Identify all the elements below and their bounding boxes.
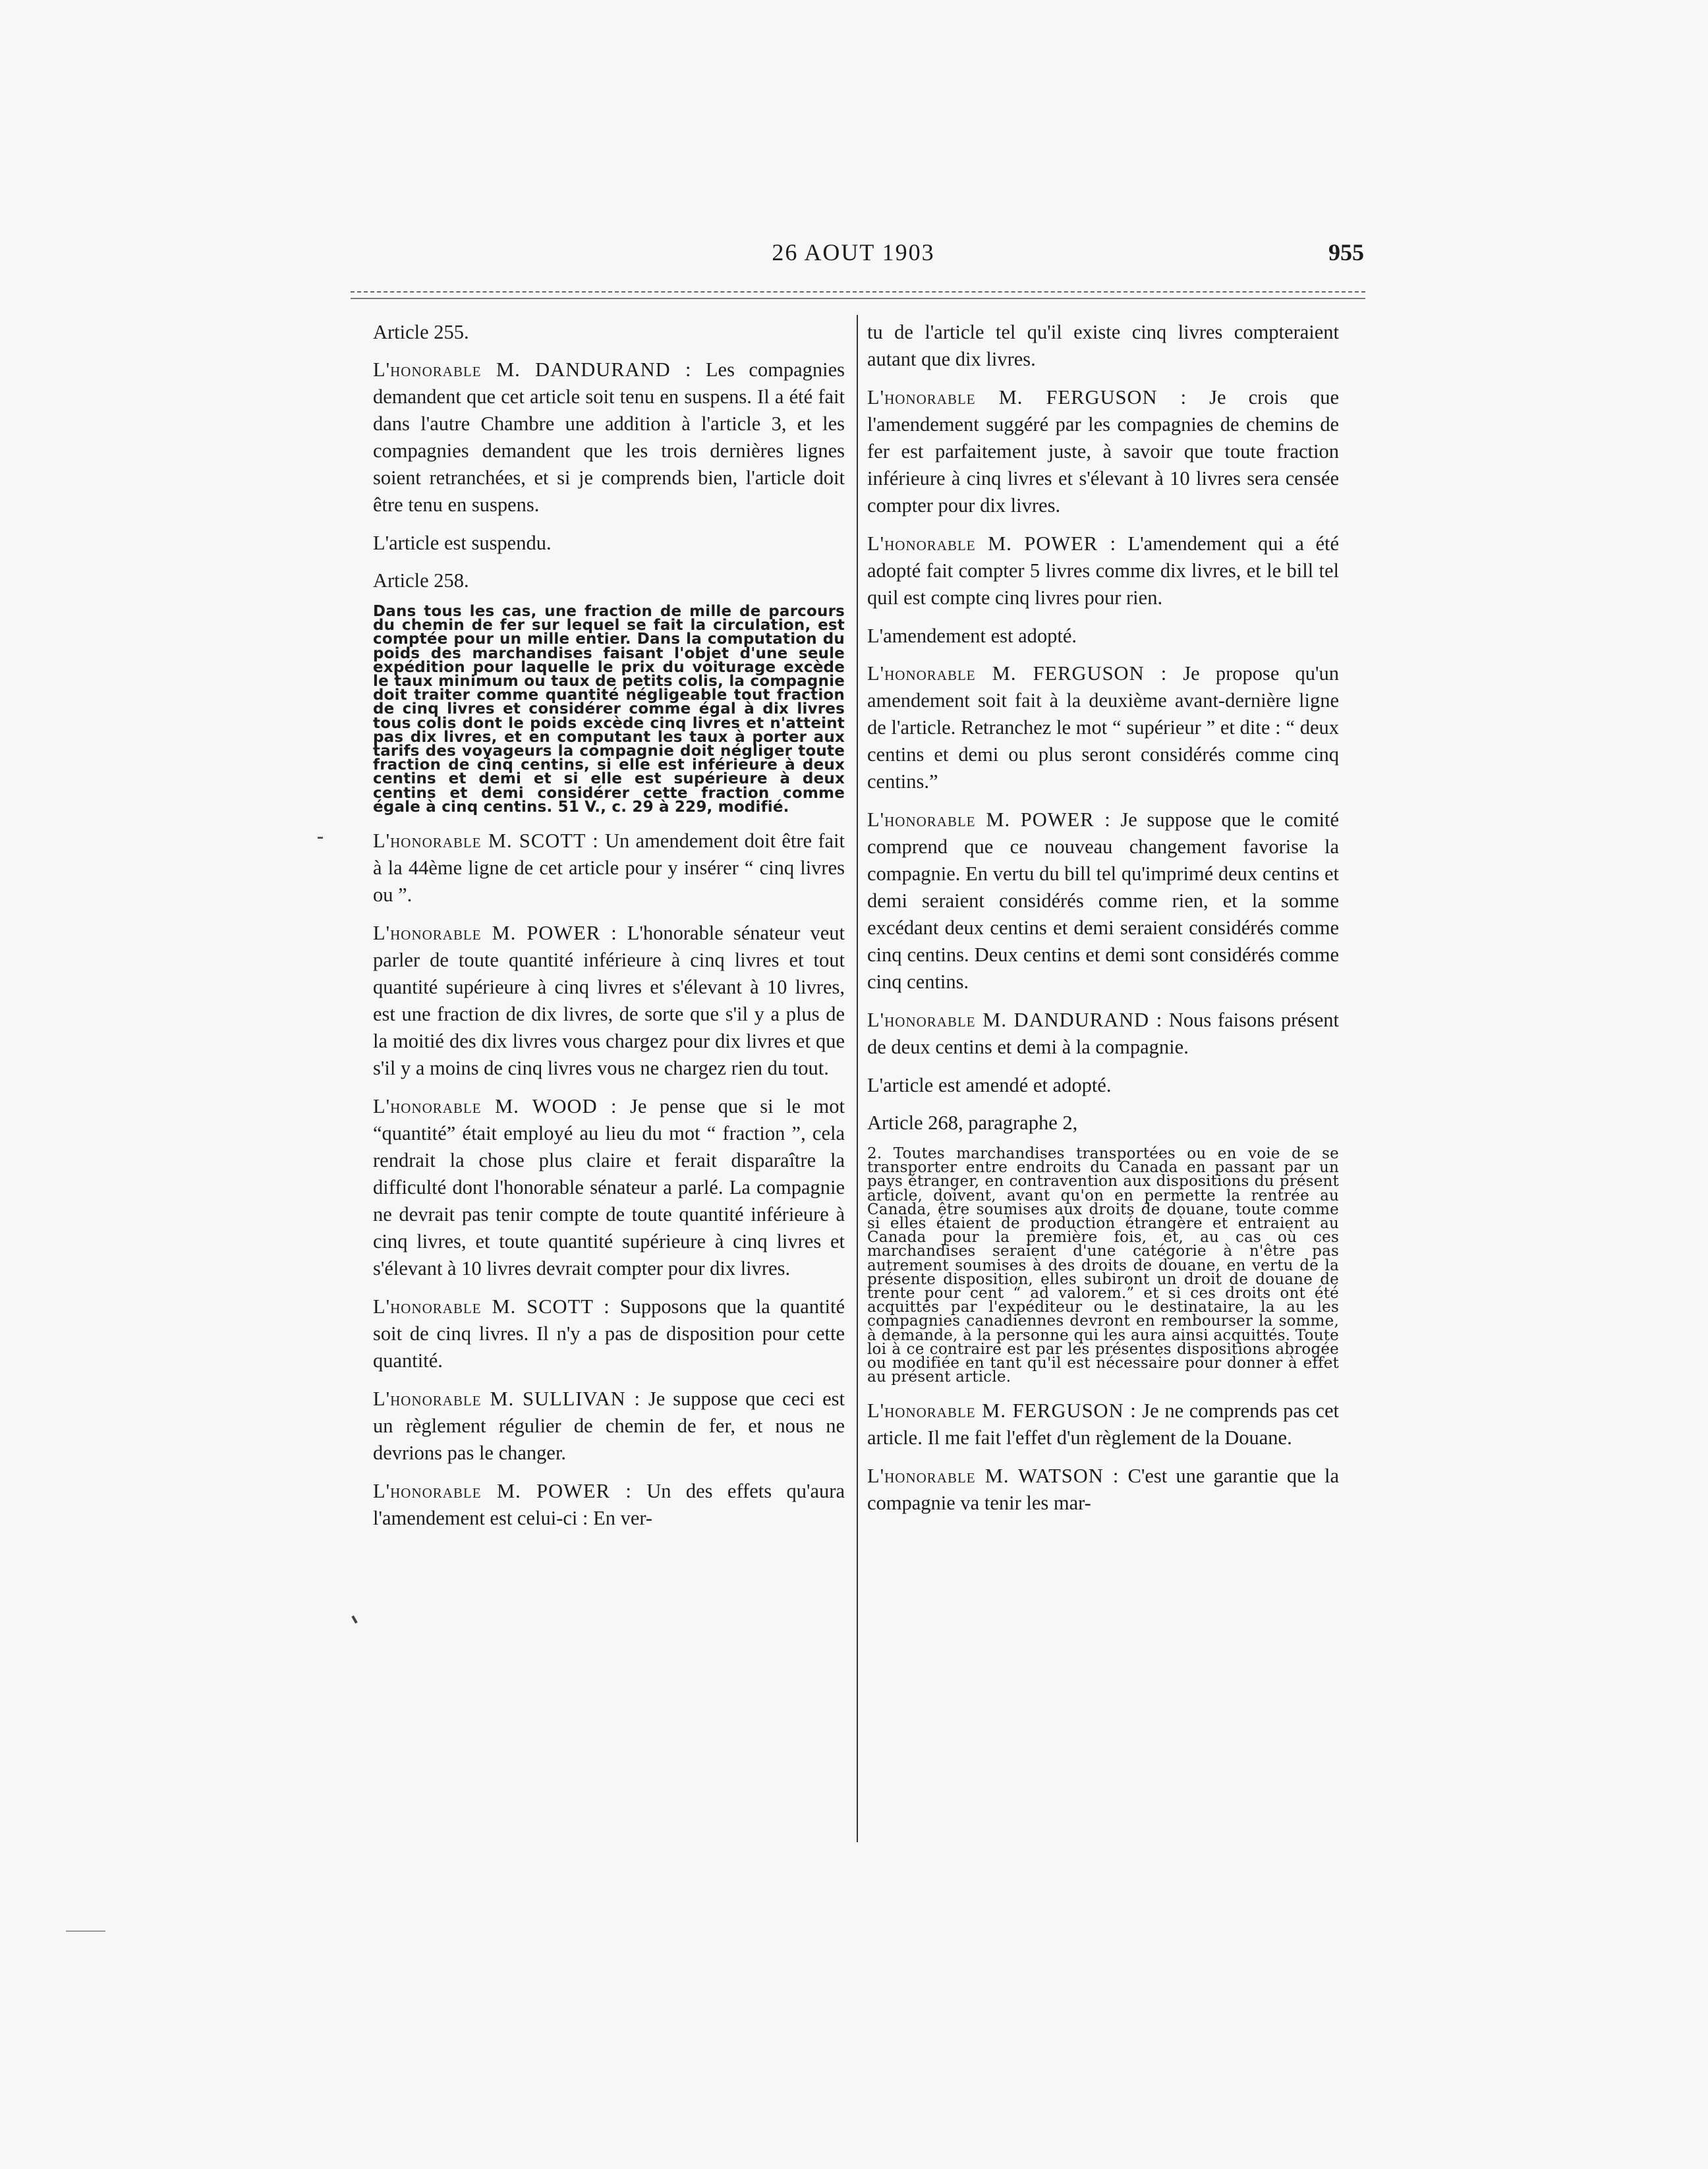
speech-paragraph [373, 828, 845, 909]
column-divider [857, 315, 858, 1842]
speech-paragraph [867, 530, 1339, 611]
article-heading: Article 268, paragraphe 2, [867, 1112, 1078, 1134]
speech-paragraph [867, 384, 1339, 519]
article-heading: Article 258. [373, 569, 469, 592]
speaker-name: L'honorable M. SCOTT : [373, 1295, 610, 1318]
speaker-name: L'honorable M. SULLIVAN : [373, 1388, 640, 1411]
continued-paragraph: tu de l'article tel qu'il existe cinq livres compteraient autant que dix livres. [867, 321, 1339, 370]
speech-paragraph [373, 1093, 845, 1282]
scan-mark [66, 1930, 105, 1932]
speaker-name: L'honorable M. DANDURAND : [373, 358, 692, 381]
speaker-name: L'honorable M. FERGUSON : [867, 386, 1187, 408]
header-date: 26 AOUT 1903 [772, 239, 935, 266]
speech-text: Je ne comprends pas cet article. Il me fait l'effet d'un règlement de la Douane. [867, 1399, 1339, 1450]
speaker-name: L'honorable M. SCOTT : [373, 830, 599, 853]
statute-text: Dans tous les cas, une fraction de mille de parcours du chemin de fer sur lequel se fait la circulation, est comptée pour un mille entier. Dans la computation du poids des marchandises faisant l'objet d'une seule expédition pour laquelle le prix du voiturage excède le taux minimum ou taux de petits colis, la compagnie doit traiter comme quantité négligeable tout fraction de cinq livres et considérer comme égal à dix livres tous colis dont le poids excède cinq livres et n'atteint pas dix livres, et en computant les taux à porter aux tarifs des voyageurs la compagnie doit négliger toute fraction de cinq centins, si elle est inférieure à deux centins et demi et si elle est supérieure à deux centins et demi considérer cette fraction comme égale à cinq centins. 51 V., c. 29 à 229, modifié. [373, 603, 845, 816]
statute-text: 2. Toutes marchandises transportées ou en voie de se transporter entre endroits du Canada en passant par un pays étranger, en contravention aux dispositions du présent article, doivent, avant qu'on en permette la rentrée au Canada, être soumises aux droits de douane, toute comme si elles étaient de production étrangère et entraient au Canada pour la première fois, et, au cas où ces marchandises seraient d'une catégorie à n'être pas autrement soumises à des droits de douane, en vertu de la présente disposition, elles subiront un droit de douane de trente pour cent “ ad valorem.” et si ces droits ont été acquittés par l'expéditeur ou le destinataire, la au les compagnies canadiennes devront en rembourser la somme, à demande, à la personne qui les aura ainsi acquittés. Toute loi à ce contraire est par les présentes dispositions abrogée ou modifiée en tant qu'il est nécessaire pour donner à effet au présent article. [867, 1145, 1339, 1386]
speech-paragraph [867, 660, 1339, 795]
speech-paragraph [373, 1478, 845, 1532]
scan-mark [318, 837, 323, 839]
speech-text: C'est une garantie que la compagnie va tenir les mar- [867, 1465, 1339, 1515]
article-heading: Article 255. [373, 321, 469, 343]
speech-paragraph [867, 1007, 1339, 1061]
header-rule-solid [351, 298, 1365, 299]
speaker-name: L'honorable M. POWER : [373, 922, 617, 945]
speech-paragraph [867, 1397, 1339, 1451]
speech-text: Un des effets qu'aura l'amendement est celui-ci : En ver- [373, 1480, 845, 1530]
speech-paragraph [373, 920, 845, 1082]
speech-text: Je propose qu'un amendement soit fait à la deuxième avant-dernière ligne de l'article. Retranchez le mot “ supérieur ” et dite : “ deux centins et demi ou plus seront considérés comme cinq centins.” [867, 662, 1339, 793]
speech-text: L'amendement qui a été adopté fait compter 5 livres comme dix livres, et le bill tel quil est compte cinq livres pour rien. [867, 532, 1339, 609]
speech-paragraph [373, 1293, 845, 1374]
scan-mark [351, 1616, 357, 1623]
speech-paragraph [373, 356, 845, 519]
speech-text: Je suppose que ceci est un règlement régulier de chemin de fer, et nous ne devrions pas le changer. [373, 1388, 845, 1465]
speech-text: Nous faisons présent de deux centins et demi à la compagnie. [867, 1009, 1339, 1058]
speech-text: Je crois que l'amendement suggéré par les compagnies de chemins de fer est parfaitement juste, à savoir que toute fraction inférieure à cinq livres et s'élevant à 10 livres sera censée compter pour dix livres. [867, 386, 1339, 517]
article-heading: L'article est suspendu. [373, 532, 552, 554]
speech-text: Un amendement doit être fait à la 44ème ligne de cet article pour y insérer “ cinq livres ou ”. [373, 830, 845, 907]
speech-text: Supposons que la quantité soit de cinq livres. Il n'y a pas de disposition pour cette quantité. [373, 1295, 845, 1372]
speaker-name: L'honorable M. FERGUSON : [867, 1399, 1137, 1423]
speaker-name: L'honorable M. FERGUSON : [867, 662, 1168, 685]
speech-text: Je pense que si le mot “quantité” était employé au lieu du mot “ fraction ”, cela rendrait la chose plus claire et ferait disparaître la difficulté dont l'honorable sénateur a parlé. La compagnie ne devrait pas tenir compte de toute quantité inférieure à cinq livres, et toute quantité supérieure à cinq livres et s'élevant à 10 livres devrait compter pour dix livres. [373, 1095, 845, 1280]
speech-paragraph [867, 806, 1339, 996]
left-column [373, 319, 845, 1543]
speaker-name: L'honorable M. WATSON : [867, 1465, 1120, 1488]
speech-paragraph [373, 1386, 845, 1467]
right-column [867, 319, 1339, 1528]
speech-text: Les compagnies demandent que cet article soit tenu en suspens. Il a été fait dans l'autre Chambre une addition à l'article 3, et les compagnies demandent que les trois dernières lignes soient retranchées, et si je comprends bien, l'article doit être tenu en suspens. [373, 358, 845, 516]
article-heading: L'article est amendé et adopté. [867, 1074, 1112, 1096]
speech-text: Je suppose que le comité comprend que ce nouveau changement favorise la compagnie. En vertu du bill tel qu'imprimé deux centins et demi seraient considérés comme rien, et la somme excédant deux centins et demi seraient considérés comme cinq centins. Deux centins et demi sont considérés comme cinq centins. [867, 808, 1339, 993]
speech-text: L'honorable sénateur veut parler de toute quantité inférieure à cinq livres et tout quantité supérieure à cinq livres et s'élevant à 10 livres, est une fraction de dix livres, de sorte que s'il y a plus de la moitié des dix livres vous chargez pour dix livres et que s'il y a moins de cinq livres vous ne chargez rien du tout. [373, 922, 845, 1080]
speech-paragraph [867, 1463, 1339, 1517]
speaker-name: L'honorable M. POWER : [867, 808, 1111, 831]
speaker-name: L'honorable M. POWER : [867, 532, 1117, 555]
speaker-name: L'honorable M. POWER : [373, 1480, 632, 1503]
speaker-name: L'honorable M. WOOD : [373, 1095, 617, 1118]
speaker-name: L'honorable M. DANDURAND : [867, 1009, 1163, 1031]
page-header [343, 239, 1364, 275]
page-number: 955 [1328, 239, 1364, 266]
header-rule [351, 291, 1365, 293]
article-heading: L'amendement est adopté. [867, 625, 1077, 647]
